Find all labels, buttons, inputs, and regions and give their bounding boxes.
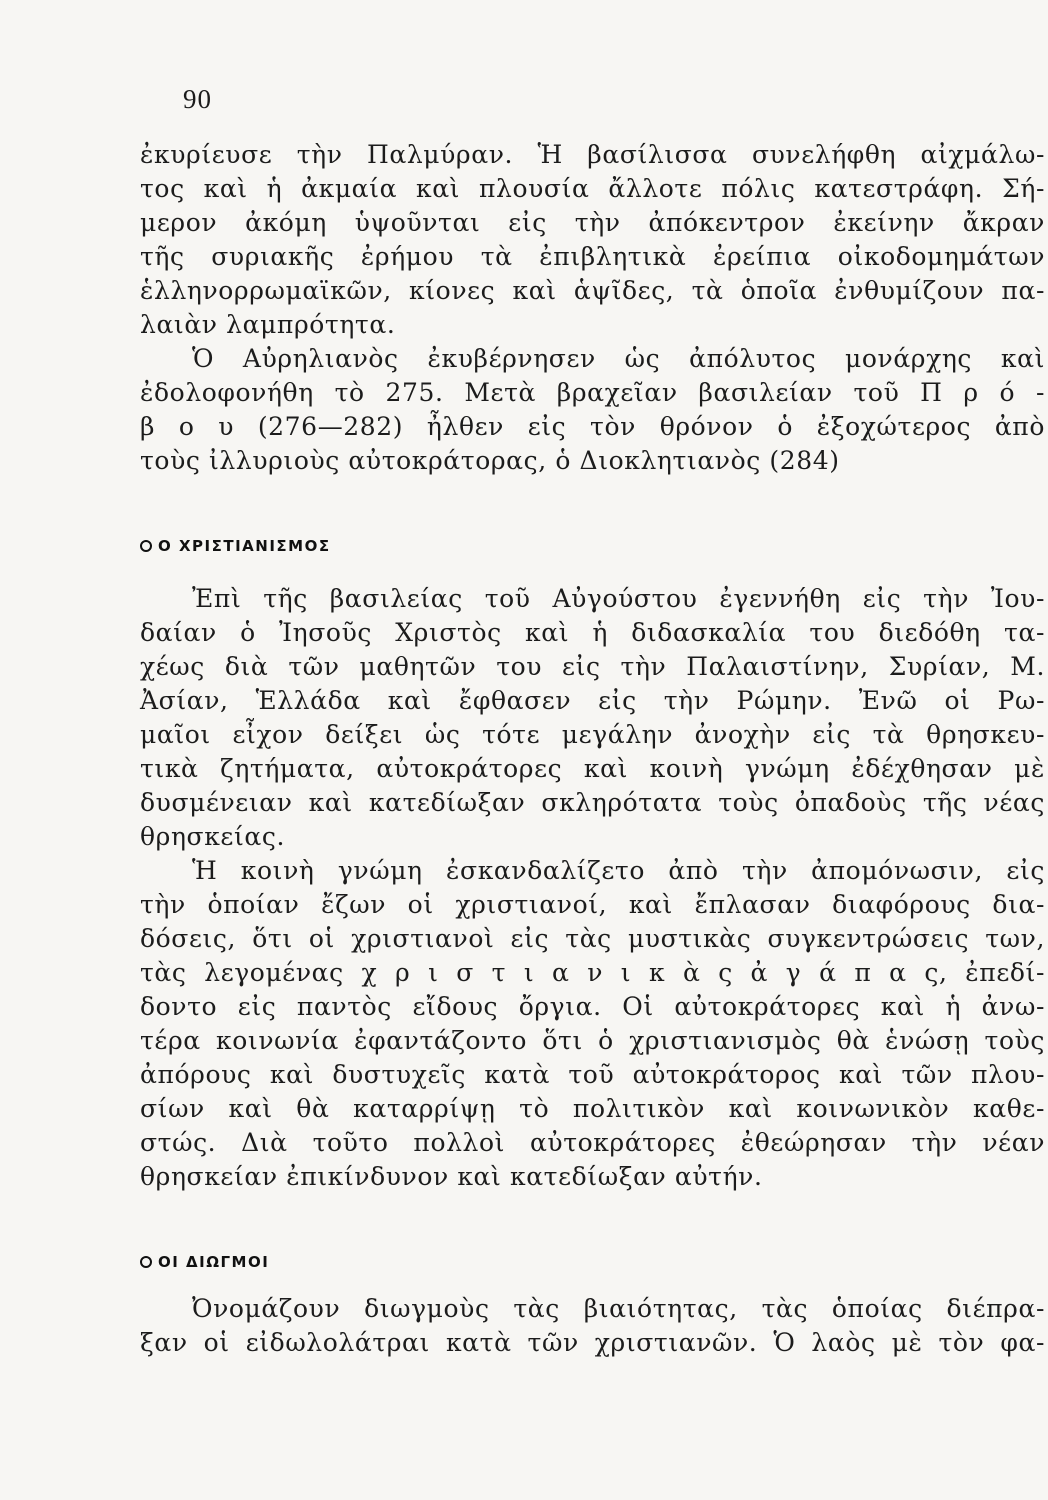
text-line: Ἀσίαν, Ἑλλάδα καὶ ἔφθασεν εἰς τὴν Ρώμην. Ἐνῶ οἱ Ρω-: [140, 686, 1045, 715]
text-line: τὴν ὁποίαν ἔζων οἱ χριστιανοί, καὶ ἔπλασαν διαφόρους δια-: [140, 890, 1045, 919]
text-line: μερον ἀκόμη ὑψοῦνται εἰς τὴν ἀπόκεντρον ἐκείνην ἄκραν: [140, 208, 1045, 237]
text-line: τῆς συριακῆς ἐρήμου τὰ ἐπιβλητικὰ ἐρείπια οἰκοδομημάτων: [140, 242, 1045, 271]
text-line: θρησκείαν ἐπικίνδυνον καὶ κατεδίωξαν αὐτήν.: [140, 1162, 763, 1191]
paragraph-palmyra: [140, 138, 1045, 342]
text-line: δυσμένειαν καὶ κατεδίωξαν σκληρότατα τοὺς ὀπαδοὺς τῆς νέας: [140, 788, 1045, 817]
paragraph-public-opinion: [140, 854, 1045, 1194]
text-line: δαίαν ὁ Ἰησοῦς Χριστὸς καὶ ἡ διδασκαλία του διεδόθη τα-: [140, 618, 1045, 647]
section-heading-persecutions: [140, 1253, 269, 1271]
paragraph-persecutions: [140, 1292, 1045, 1360]
text-line: ξαν οἱ εἰδωλολάτραι κατὰ τῶν χριστιανῶν. Ὁ λαὸς μὲ τὸν φα-: [140, 1328, 1045, 1357]
text-line: ἀπόρους καὶ δυστυχεῖς κατὰ τοῦ αὐτοκράτορος καὶ τῶν πλου-: [140, 1060, 1045, 1089]
text-line: τοὺς ἰλλυριοὺς αὐτοκράτορας, ὁ Διοκλητιανὸς (284): [140, 446, 840, 475]
text-line: τικὰ ζητήματα, αὐτοκράτορες καὶ κοινὴ γνώμη ἐδέχθησαν μὲ: [140, 754, 1045, 783]
text-line: δοντο εἰς παντὸς εἴδους ὄργια. Οἱ αὐτοκράτορες καὶ ἡ ἀνω-: [140, 992, 1045, 1021]
section-heading-christianity: [140, 537, 331, 555]
paragraph-birth-of-christ: [140, 582, 1045, 854]
text-line: θρησκείας.: [140, 822, 286, 851]
text-line: τὰς λεγομένας χ ρ ι σ τ ι α ν ι κ ὰ ς ἀ γ ά π α ς, ἐπεδί-: [140, 958, 1045, 987]
text-line: Ὀνομάζουν διωγμοὺς τὰς βιαιότητας, τὰς ὁποίας διέπρα-: [192, 1294, 1045, 1323]
text-line: στώς. Διὰ τοῦτο πολλοὶ αὐτοκράτορες ἐθεώρησαν τὴν νέαν: [140, 1128, 1045, 1157]
text-line: Ὁ Αὐρηλιανὸς ἐκυβέρνησεν ὡς ἀπόλυτος μονάρχης καὶ: [192, 344, 1045, 373]
paragraph-aurelian: [140, 342, 1045, 478]
text-line: ἑλληνορρωμαϊκῶν, κίονες καὶ ἁψῖδες, τὰ ὁποῖα ἐνθυμίζουν πα-: [140, 276, 1045, 305]
text-line: ἐδολοφονήθη τὸ 275. Μετὰ βραχεῖαν βασιλείαν τοῦ Π ρ ό -: [140, 378, 1045, 407]
text-line: δόσεις, ὅτι οἱ χριστιανοὶ εἰς τὰς μυστικὰς συγκεντρώσεις των,: [140, 924, 1045, 953]
text-line: ἐκυρίευσε τὴν Παλμύραν. Ἡ βασίλισσα συνελήφθη αἰχμάλω-: [140, 140, 1045, 169]
heading-text: Ο ΧΡΙΣΤΙΑΝΙΣΜΟΣ: [158, 537, 331, 555]
text-line: β ο υ (276—282) ἦλθεν εἰς τὸν θρόνον ὁ ἐξοχώτερος ἀπὸ: [140, 412, 1045, 441]
text-line: τέρα κοινωνία ἐφαντάζοντο ὅτι ὁ χριστιανισμὸς θὰ ἑνώσῃ τοὺς: [140, 1026, 1045, 1055]
text-line: τος καὶ ἡ ἀκμαία καὶ πλουσία ἄλλοτε πόλις κατεστράφη. Σή-: [140, 174, 1045, 203]
heading-ornament-icon: [140, 540, 152, 552]
heading-ornament-icon: [140, 1256, 152, 1268]
heading-text: ΟΙ ΔΙΩΓΜΟΙ: [158, 1253, 270, 1271]
text-line: σίων καὶ θὰ καταρρίψῃ τὸ πολιτικὸν καὶ κοινωνικὸν καθε-: [140, 1094, 1045, 1123]
text-line: μαῖοι εἶχον δείξει ὡς τότε μεγάλην ἀνοχὴν εἰς τὰ θρησκευ-: [140, 720, 1045, 749]
text-line: Ἡ κοινὴ γνώμη ἐσκανδαλίζετο ἀπὸ τὴν ἀπομόνωσιν, εἰς: [192, 856, 1045, 885]
text-line: λαιὰν λαμπρότητα.: [140, 310, 396, 339]
text-line: Ἐπὶ τῆς βασιλείας τοῦ Αὐγούστου ἐγεννήθη εἰς τὴν Ἰου-: [192, 584, 1045, 613]
page-number: 90: [183, 84, 212, 114]
text-line: χέως διὰ τῶν μαθητῶν του εἰς τὴν Παλαιστίνην, Συρίαν, Μ.: [140, 652, 1045, 681]
